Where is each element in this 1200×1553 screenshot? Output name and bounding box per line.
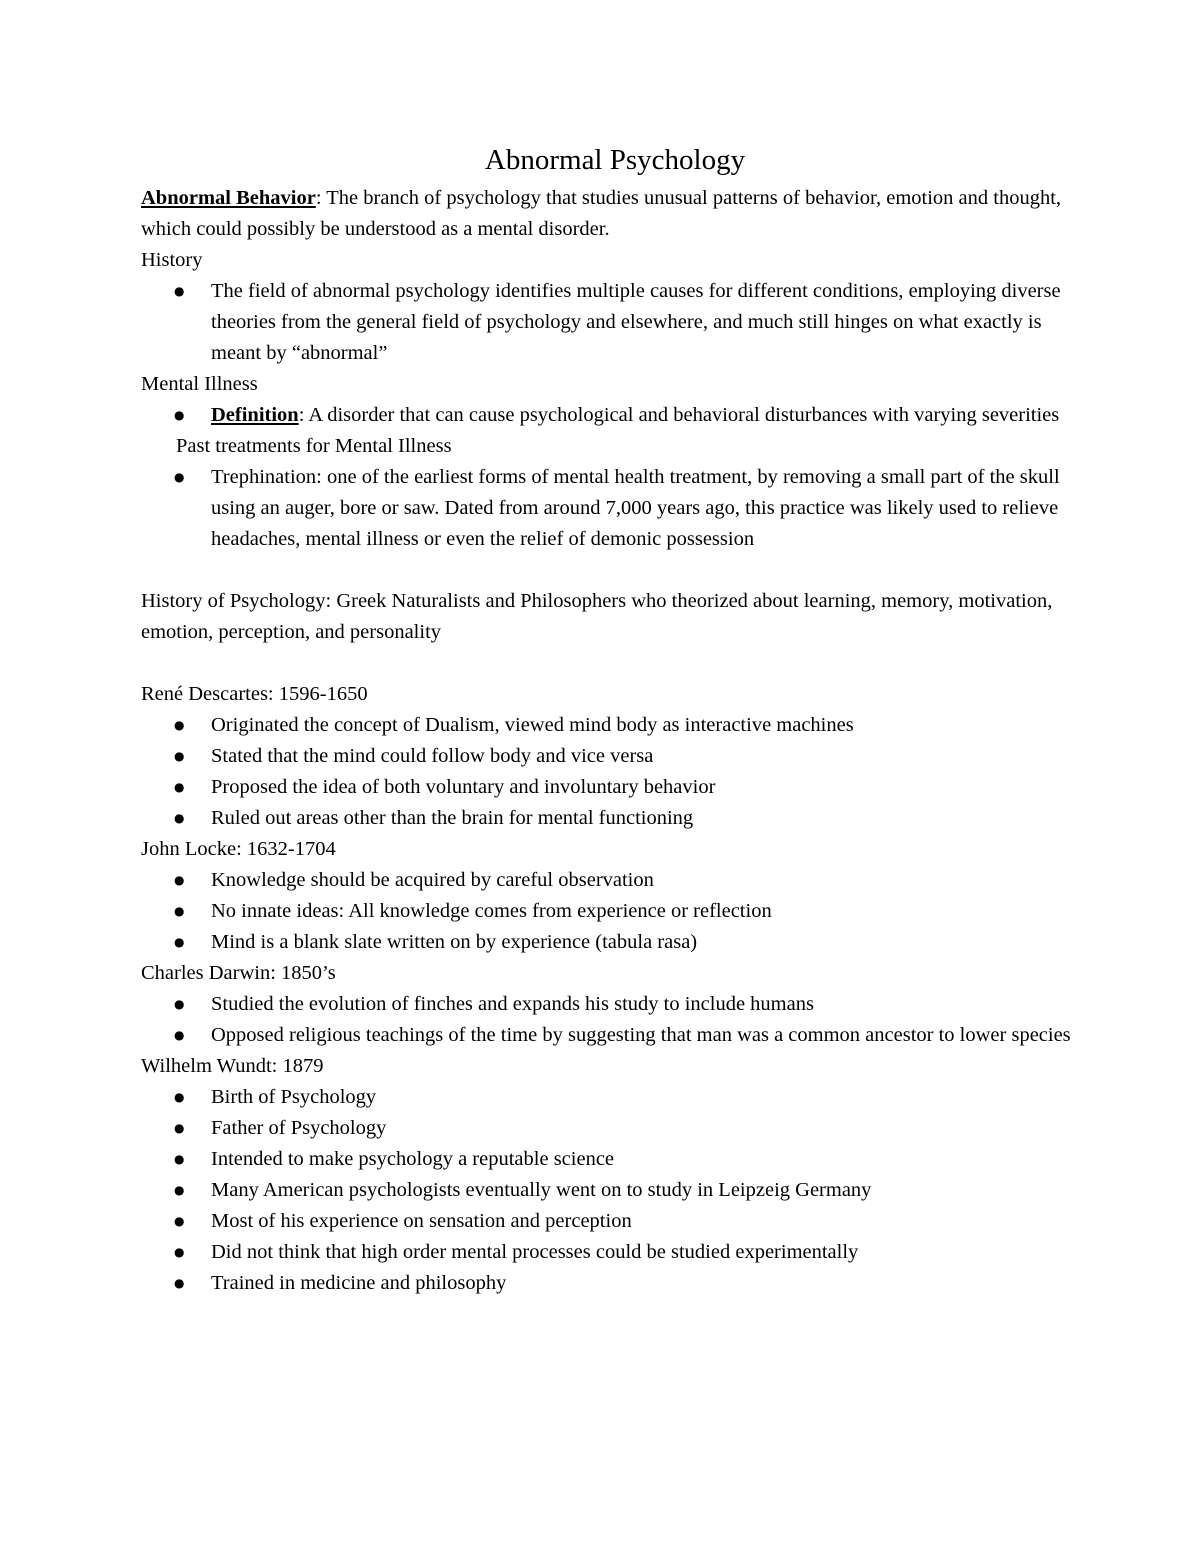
past-treatments-heading: Past treatments for Mental Illness (176, 435, 452, 457)
list-item: ● Proposed the idea of both voluntary and involuntary behavior (141, 772, 1071, 803)
descartes-list (141, 710, 1071, 834)
list-item: ● Originated the concept of Dualism, viewed mind body as interactive machines (141, 710, 1071, 741)
list-item (141, 400, 1071, 431)
wundt-list (141, 1082, 1071, 1299)
darwin-list (141, 989, 1071, 1051)
list-item: ● Opposed religious teachings of the time by suggesting that man was a common ancestor to lower species (141, 1020, 1071, 1051)
wundt-heading: Wilhelm Wundt: 1879 (141, 1055, 324, 1077)
spacer (141, 555, 1071, 586)
history-of-psychology-paragraph: History of Psychology: Greek Naturalists and Philosophers who theorized about learning, memory, motivation, emotion, perception, and personality (141, 590, 1053, 643)
abnormal-behavior-term: Abnormal Behavior (141, 187, 316, 209)
abnormal-behavior-paragraph (141, 183, 1071, 245)
locke-list (141, 865, 1071, 958)
definition-term: Definition (211, 404, 299, 426)
mental-illness-list (141, 400, 1071, 431)
document-content (141, 140, 1071, 1299)
abnormal-behavior-text: : The branch of psychology that studies unusual patterns of behavior, emotion and thought, which could possibly be understood as a mental disorder. (141, 187, 1062, 240)
locke-heading: John Locke: 1632-1704 (141, 838, 336, 860)
list-item: ● Many American psychologists eventually went on to study in Leipzeig Germany (141, 1175, 1071, 1206)
list-item: ● Stated that the mind could follow body and vice versa (141, 741, 1071, 772)
mental-illness-heading: Mental Illness (141, 373, 258, 395)
list-item: ● Father of Psychology (141, 1113, 1071, 1144)
list-item: ● Ruled out areas other than the brain for mental functioning (141, 803, 1071, 834)
page-title: Abnormal Psychology (484, 144, 746, 176)
past-treatments-list (141, 462, 1071, 555)
list-item: ● No innate ideas: All knowledge comes from experience or reflection (141, 896, 1071, 927)
list-item: ● Most of his experience on sensation and perception (141, 1206, 1071, 1237)
descartes-heading: René Descartes: 1596-1650 (141, 683, 368, 705)
list-item: ● Trephination: one of the earliest forms of mental health treatment, by removing a small part of the skull using an auger, bore or saw. Dated from around 7,000 years ago, this practice was likely used to relieve headaches, mental illness or even the relief of demonic possession (141, 462, 1071, 555)
list-item: ● The field of abnormal psychology identifies multiple causes for different conditions, employing diverse theories from the general field of psychology and elsewhere, and much still hinges on what exactly is meant by “abnormal” (141, 276, 1071, 369)
history-heading: History (141, 249, 203, 271)
darwin-heading: Charles Darwin: 1850’s (141, 962, 336, 984)
list-item: ● Knowledge should be acquired by careful observation (141, 865, 1071, 896)
list-item: ● Intended to make psychology a reputable science (141, 1144, 1071, 1175)
history-list (141, 276, 1071, 369)
definition-text: : A disorder that can cause psychological and behavioral disturbances with varying severities (298, 404, 1060, 426)
list-item: ● Studied the evolution of finches and expands his study to include humans (141, 989, 1071, 1020)
list-item: ● Did not think that high order mental processes could be studied experimentally (141, 1237, 1071, 1268)
spacer (141, 648, 1071, 679)
list-item: ● Birth of Psychology (141, 1082, 1071, 1113)
list-item: ● Mind is a blank slate written on by experience (tabula rasa) (141, 927, 1071, 958)
list-item: ● Trained in medicine and philosophy (141, 1268, 1071, 1299)
